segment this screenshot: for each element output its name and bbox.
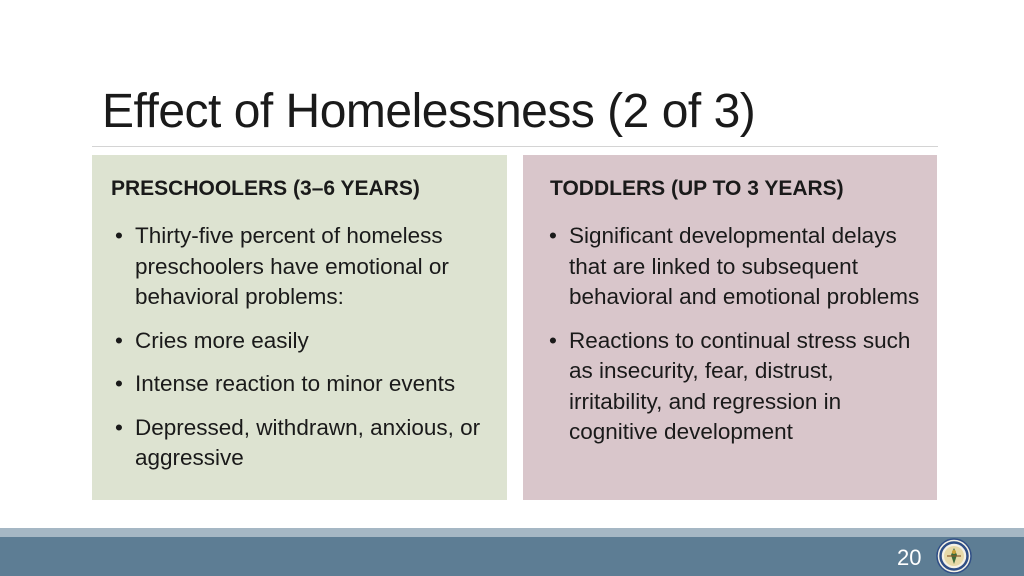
list-item — [545, 326, 929, 448]
bullet-text: Cries more easily — [135, 327, 309, 353]
preschoolers-bullet-list — [111, 221, 497, 474]
bullet-dot-icon: • — [115, 371, 123, 396]
bullet-dot-icon: • — [549, 223, 557, 248]
list-item — [545, 221, 929, 313]
bullet-text: Thirty-five percent of homeless preschoolers have emotional or behavioral problems: — [135, 223, 449, 309]
bullet-text: Intense reaction to minor events — [135, 371, 456, 396]
list-item — [111, 221, 497, 313]
bullet-dot-icon: • — [115, 327, 123, 353]
toddlers-bullet-list — [545, 221, 929, 448]
slide-title: Effect of Homelessness (2 of 3) — [102, 85, 756, 138]
toddlers-heading: TODDLERS (UP TO 3 YEARS) — [550, 177, 844, 200]
preschoolers-heading: PRESCHOOLERS (3–6 YEARS) — [111, 177, 420, 200]
bullet-text: Depressed, withdrawn, anxious, or aggressive — [135, 414, 481, 470]
bullet-text: Significant developmental delays that are linked to subsequent behavioral and emotional problems — [569, 223, 920, 309]
footer-band — [0, 528, 1024, 576]
list-item — [111, 413, 497, 474]
bullet-dot-icon: • — [115, 223, 123, 248]
department-seal-icon — [936, 538, 972, 574]
title-divider — [92, 146, 938, 147]
bullet-dot-icon: • — [549, 327, 557, 353]
list-item — [111, 326, 497, 357]
preschoolers-panel — [92, 155, 507, 500]
page-number: 20 — [897, 545, 922, 570]
list-item — [111, 369, 497, 400]
bullet-text: Reactions to continual stress such as insecurity, fear, distrust, irritability, and regression in cognitive development — [569, 327, 911, 444]
bullet-dot-icon: • — [115, 414, 123, 440]
toddlers-panel — [523, 155, 937, 500]
